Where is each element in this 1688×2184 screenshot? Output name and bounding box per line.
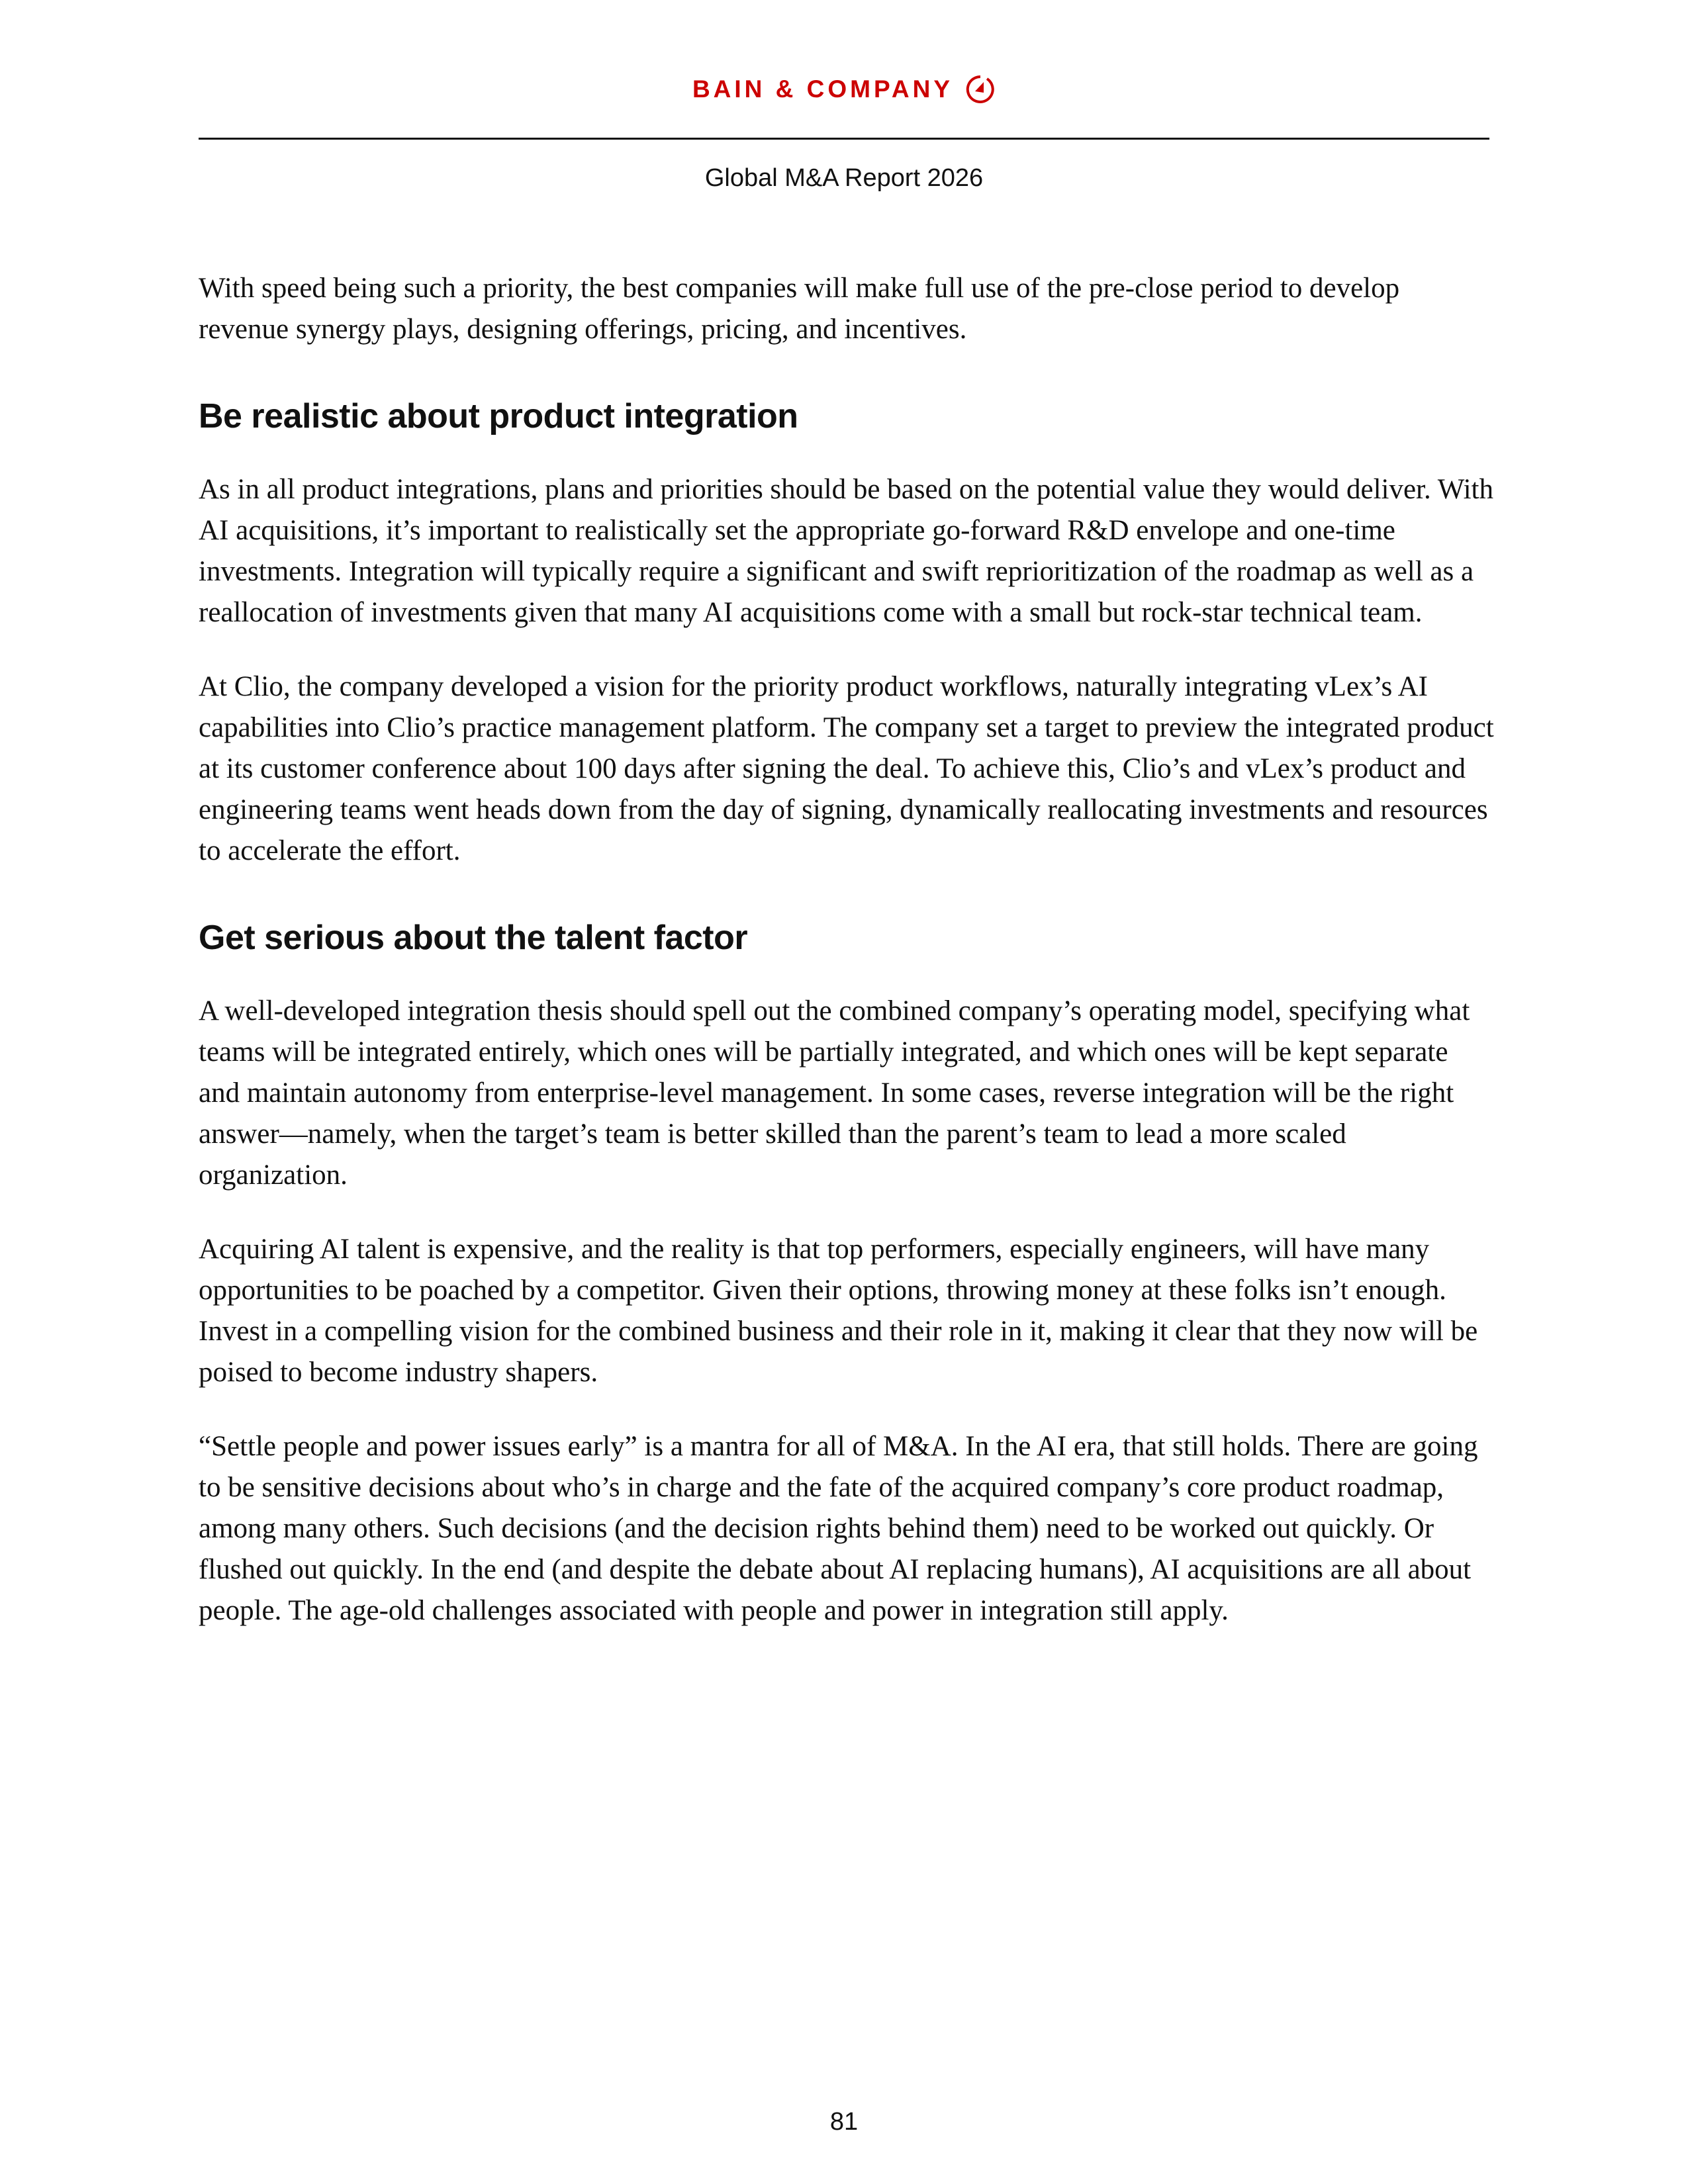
bain-clock-logo-icon <box>965 74 996 105</box>
body-paragraph: A well-developed integration thesis should spell out the combined company’s operating model, specifying what teams will be integrated entirely, which ones will be partially integrated, and which ones will be kept separate and maintain autonomy from enterprise-level management. In some cases, reverse integration will be the right answer—namely, when the target’s team is better skilled than the parent’s team to lead a more scaled organization. <box>199 995 1470 1191</box>
body-paragraph: As in all product integrations, plans and priorities should be based on the potential value they would deliver. With AI acquisitions, it’s important to realistically set the appropriate go-forward R&D envelope and one-time investments. Integration will typically require a significant and swift reprioritization of the roadmap as well as a reallocation of investments given that many AI acquisitions come with a small but rock-star technical team. <box>199 474 1493 628</box>
section-heading: Be realistic about product integration <box>199 397 798 435</box>
brand-header <box>0 74 1688 105</box>
document-body <box>199 268 1496 1664</box>
page-number: 81 <box>829 2108 859 2136</box>
brand-name: BAIN & COMPANY <box>692 75 954 103</box>
body-paragraph: “Settle people and power issues early” is a mantra for all of M&A. In the AI era, that still holds. There are going to be sensitive decisions about who’s in charge and the fate of the acquired company’s core product roadmap, among many others. Such decisions (and the decision rights behind them) need to be worked out quickly. Or flushed out quickly. In the end (and despite the debate about AI replacing humans), AI acquisitions are all about people. The age-old challenges associated with people and power in integration still apply. <box>199 1431 1478 1626</box>
section-heading: Get serious about the talent factor <box>199 919 748 957</box>
report-title: Global M&A Report 2026 <box>704 164 984 192</box>
body-paragraph: Acquiring AI talent is expensive, and the reality is that top performers, especially engineers, will have many opportunities to be poached by a competitor. Given their options, throwing money at these folks isn’t enough. Invest in a compelling vision for the combined business and their role in it, making it clear that they now will be poised to become industry shapers. <box>199 1234 1478 1388</box>
intro-paragraph: With speed being such a priority, the best companies will make full use of the pre-close period to develop revenue synergy plays, designing offerings, pricing, and incentives. <box>199 273 1400 345</box>
body-paragraph: At Clio, the company developed a vision for the priority product workflows, naturally integrating vLex’s AI capabilities into Clio’s practice management platform. The company set a target to preview the integrated product at its customer conference about 100 days after signing the deal. To achieve this, Clio’s and vLex’s product and engineering teams went heads down from the day of signing, dynamically reallocating investments and resources to accelerate the effort. <box>199 671 1494 866</box>
header-divider <box>199 138 1489 140</box>
